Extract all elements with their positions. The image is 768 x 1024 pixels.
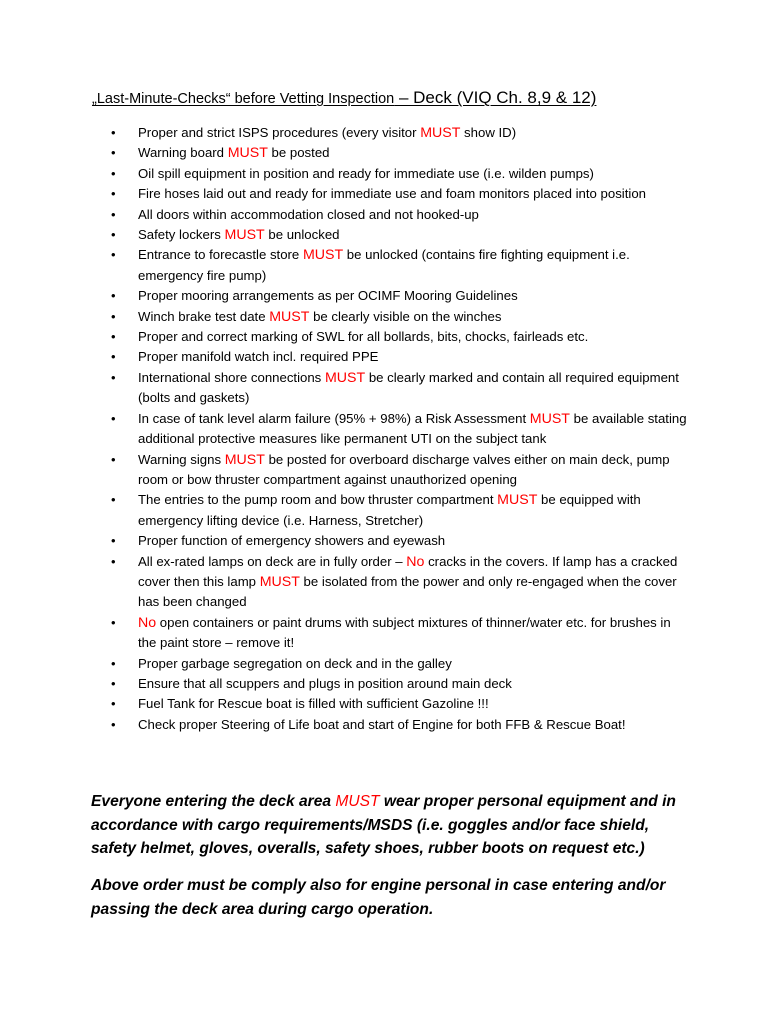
checklist-item (0, 409, 768, 450)
checklist-item-text: be equipped with emergency lifting device (i.e. Harness, Stretcher) (138, 492, 641, 528)
ppe-note-text-start: Everyone entering the deck area (91, 793, 336, 810)
checklist-item-text: Proper garbage segregation on deck and in the galley (138, 655, 452, 671)
checklist-item-text: The entries to the pump room and bow thruster compartment (138, 492, 498, 508)
checklist-item (0, 450, 768, 491)
checklist-item-text: Oil spill equipment in position and ready for immediate use (i.e. wilden pumps) (138, 165, 594, 181)
checklist-item (0, 307, 768, 327)
checklist (0, 123, 768, 735)
emphasis-word: MUST (224, 227, 265, 244)
checklist-item-text: All doors within accommodation closed and not hooked-up (138, 206, 479, 222)
checklist-item-text: Entrance to forecastle store (138, 247, 303, 263)
bullet-icon: • (111, 533, 116, 549)
checklist-item (0, 123, 768, 143)
checklist-item-text: be posted for overboard discharge valves either on main deck, pump room or bow thruster compartment against unauthorized opening (138, 451, 670, 487)
bullet-icon: • (111, 696, 116, 712)
bullet-icon: • (111, 655, 116, 671)
checklist-item (0, 613, 768, 654)
checklist-item (0, 368, 768, 409)
bullet-icon: • (111, 206, 116, 222)
checklist-item-text: International shore connections (138, 369, 325, 385)
checklist-item-text: Proper function of emergency showers and eyewash (138, 533, 446, 549)
bullet-icon: • (111, 165, 116, 181)
checklist-item-text: Safety lockers (138, 227, 225, 243)
checklist-item-text: cracks in the covers. If lamp has a cracked cover then this lamp (138, 553, 678, 589)
emphasis-word: No (138, 614, 157, 631)
bullet-icon: • (111, 451, 116, 467)
emphasis-word: MUST (324, 369, 366, 386)
checklist-item-text: be unlocked (contains fire fighting equipment i.e. emergency fire pump) (138, 247, 630, 283)
bullet-icon: • (111, 410, 116, 426)
checklist-item-text: Warning signs (138, 451, 225, 467)
checklist-item-text: Ensure that all scuppers and plugs in position around main deck (138, 675, 512, 691)
emphasis-word: MUST (269, 308, 310, 325)
checklist-item-text: be posted (267, 145, 330, 161)
title-section: – Deck (VIQ Ch. 8,9 & 12) (394, 88, 597, 107)
checklist-item (0, 164, 768, 184)
checklist-item-text: show ID) (460, 125, 517, 140)
checklist-item-text: All ex-rated lamps on deck are in fully order – (138, 553, 407, 569)
checklist-item (0, 184, 768, 204)
checklist-item (0, 654, 768, 674)
checklist-item (0, 245, 768, 286)
checklist-item-text: Fire hoses laid out and ready for immediate use and foam monitors placed into position (138, 186, 646, 202)
checklist-item-text: be clearly visible on the winches (309, 308, 502, 324)
bullet-icon: • (111, 553, 116, 569)
emphasis-word: MUST (224, 451, 265, 468)
checklist-item (0, 531, 768, 551)
checklist-item (0, 694, 768, 714)
checklist-item (0, 286, 768, 306)
checklist-item (0, 327, 768, 347)
bullet-icon: • (111, 125, 116, 140)
emphasis-word: MUST (420, 125, 461, 141)
checklist-item (0, 143, 768, 163)
checklist-item (0, 674, 768, 694)
bullet-icon: • (111, 675, 116, 691)
ppe-note-text-end: wear proper personal equipment and in accordance with cargo requirements/MSDS (i.e. goggles and/or face shield, safety helmet, gloves, overalls, safety shoes, rubber boots on request etc.) (91, 793, 676, 857)
bullet-icon: • (111, 349, 116, 365)
checklist-item-text: be available stating additional protective measures like permanent UTI on the subject tank (138, 410, 687, 447)
bullet-icon: • (111, 369, 116, 385)
checklist-item-text: Proper mooring arrangements as per OCIMF Mooring Guidelines (138, 288, 518, 304)
bullet-icon: • (111, 288, 116, 304)
checklist-item-text: be clearly marked and contain all required equipment (bolts and gaskets) (138, 369, 679, 406)
emphasis-word: MUST (227, 145, 268, 162)
bullet-icon: • (111, 247, 116, 263)
bullet-icon: • (111, 186, 116, 202)
checklist-item-text: Proper and correct marking of SWL for all bollards, bits, chocks, fairleads etc. (138, 329, 589, 345)
checklist-item-text: Proper manifold watch incl. required PPE (138, 349, 379, 365)
emphasis-word: MUST (497, 492, 538, 509)
ppe-note-must: MUST (335, 793, 380, 810)
ppe-note (91, 790, 691, 861)
bullet-icon: • (111, 145, 116, 161)
checklist-item-text: Winch brake test date (138, 308, 270, 324)
bullet-icon: • (111, 716, 116, 732)
checklist-item-text: open containers or paint drums with subject mixtures of thinner/water etc. for brushes in the paint store – remove it! (138, 614, 671, 651)
bullet-icon: • (111, 227, 116, 243)
checklist-item-text: be isolated from the power and only re-engaged when the cover has been changed (138, 573, 677, 610)
checklist-item-text: Warning board (138, 145, 228, 161)
emphasis-word: MUST (302, 247, 344, 264)
checklist-item-text: Fuel Tank for Rescue boat is filled with sufficient Gazoline !!! (138, 696, 489, 712)
checklist-item (0, 205, 768, 225)
bullet-icon: • (111, 492, 116, 508)
checklist-item (0, 715, 768, 735)
bullet-icon: • (111, 614, 116, 630)
checklist-item-text: Proper and strict ISPS procedures (every visitor (138, 125, 421, 140)
bullet-icon: • (111, 308, 116, 324)
checklist-item (0, 347, 768, 367)
document-title (92, 88, 712, 109)
checklist-item (0, 225, 768, 245)
title-main: „Last-Minute-Checks“ before Vetting Inspection (92, 91, 395, 107)
emphasis-word: MUST (259, 573, 300, 590)
checklist-item (0, 490, 768, 531)
engine-personal-note: Above order must be comply also for engine personal in case entering and/or passing the deck area during cargo operation. (91, 877, 666, 918)
checklist-item-text: be unlocked (264, 227, 340, 243)
emphasis-word: No (406, 553, 425, 570)
checklist-item (0, 552, 768, 613)
checklist-item-text: Check proper Steering of Life boat and start of Engine for both FFB & Rescue Boat! (138, 716, 626, 732)
bullet-icon: • (111, 329, 116, 345)
checklist-item-text: In case of tank level alarm failure (95% + 98%) a Risk Assessment (138, 410, 530, 426)
emphasis-word: MUST (529, 410, 570, 427)
